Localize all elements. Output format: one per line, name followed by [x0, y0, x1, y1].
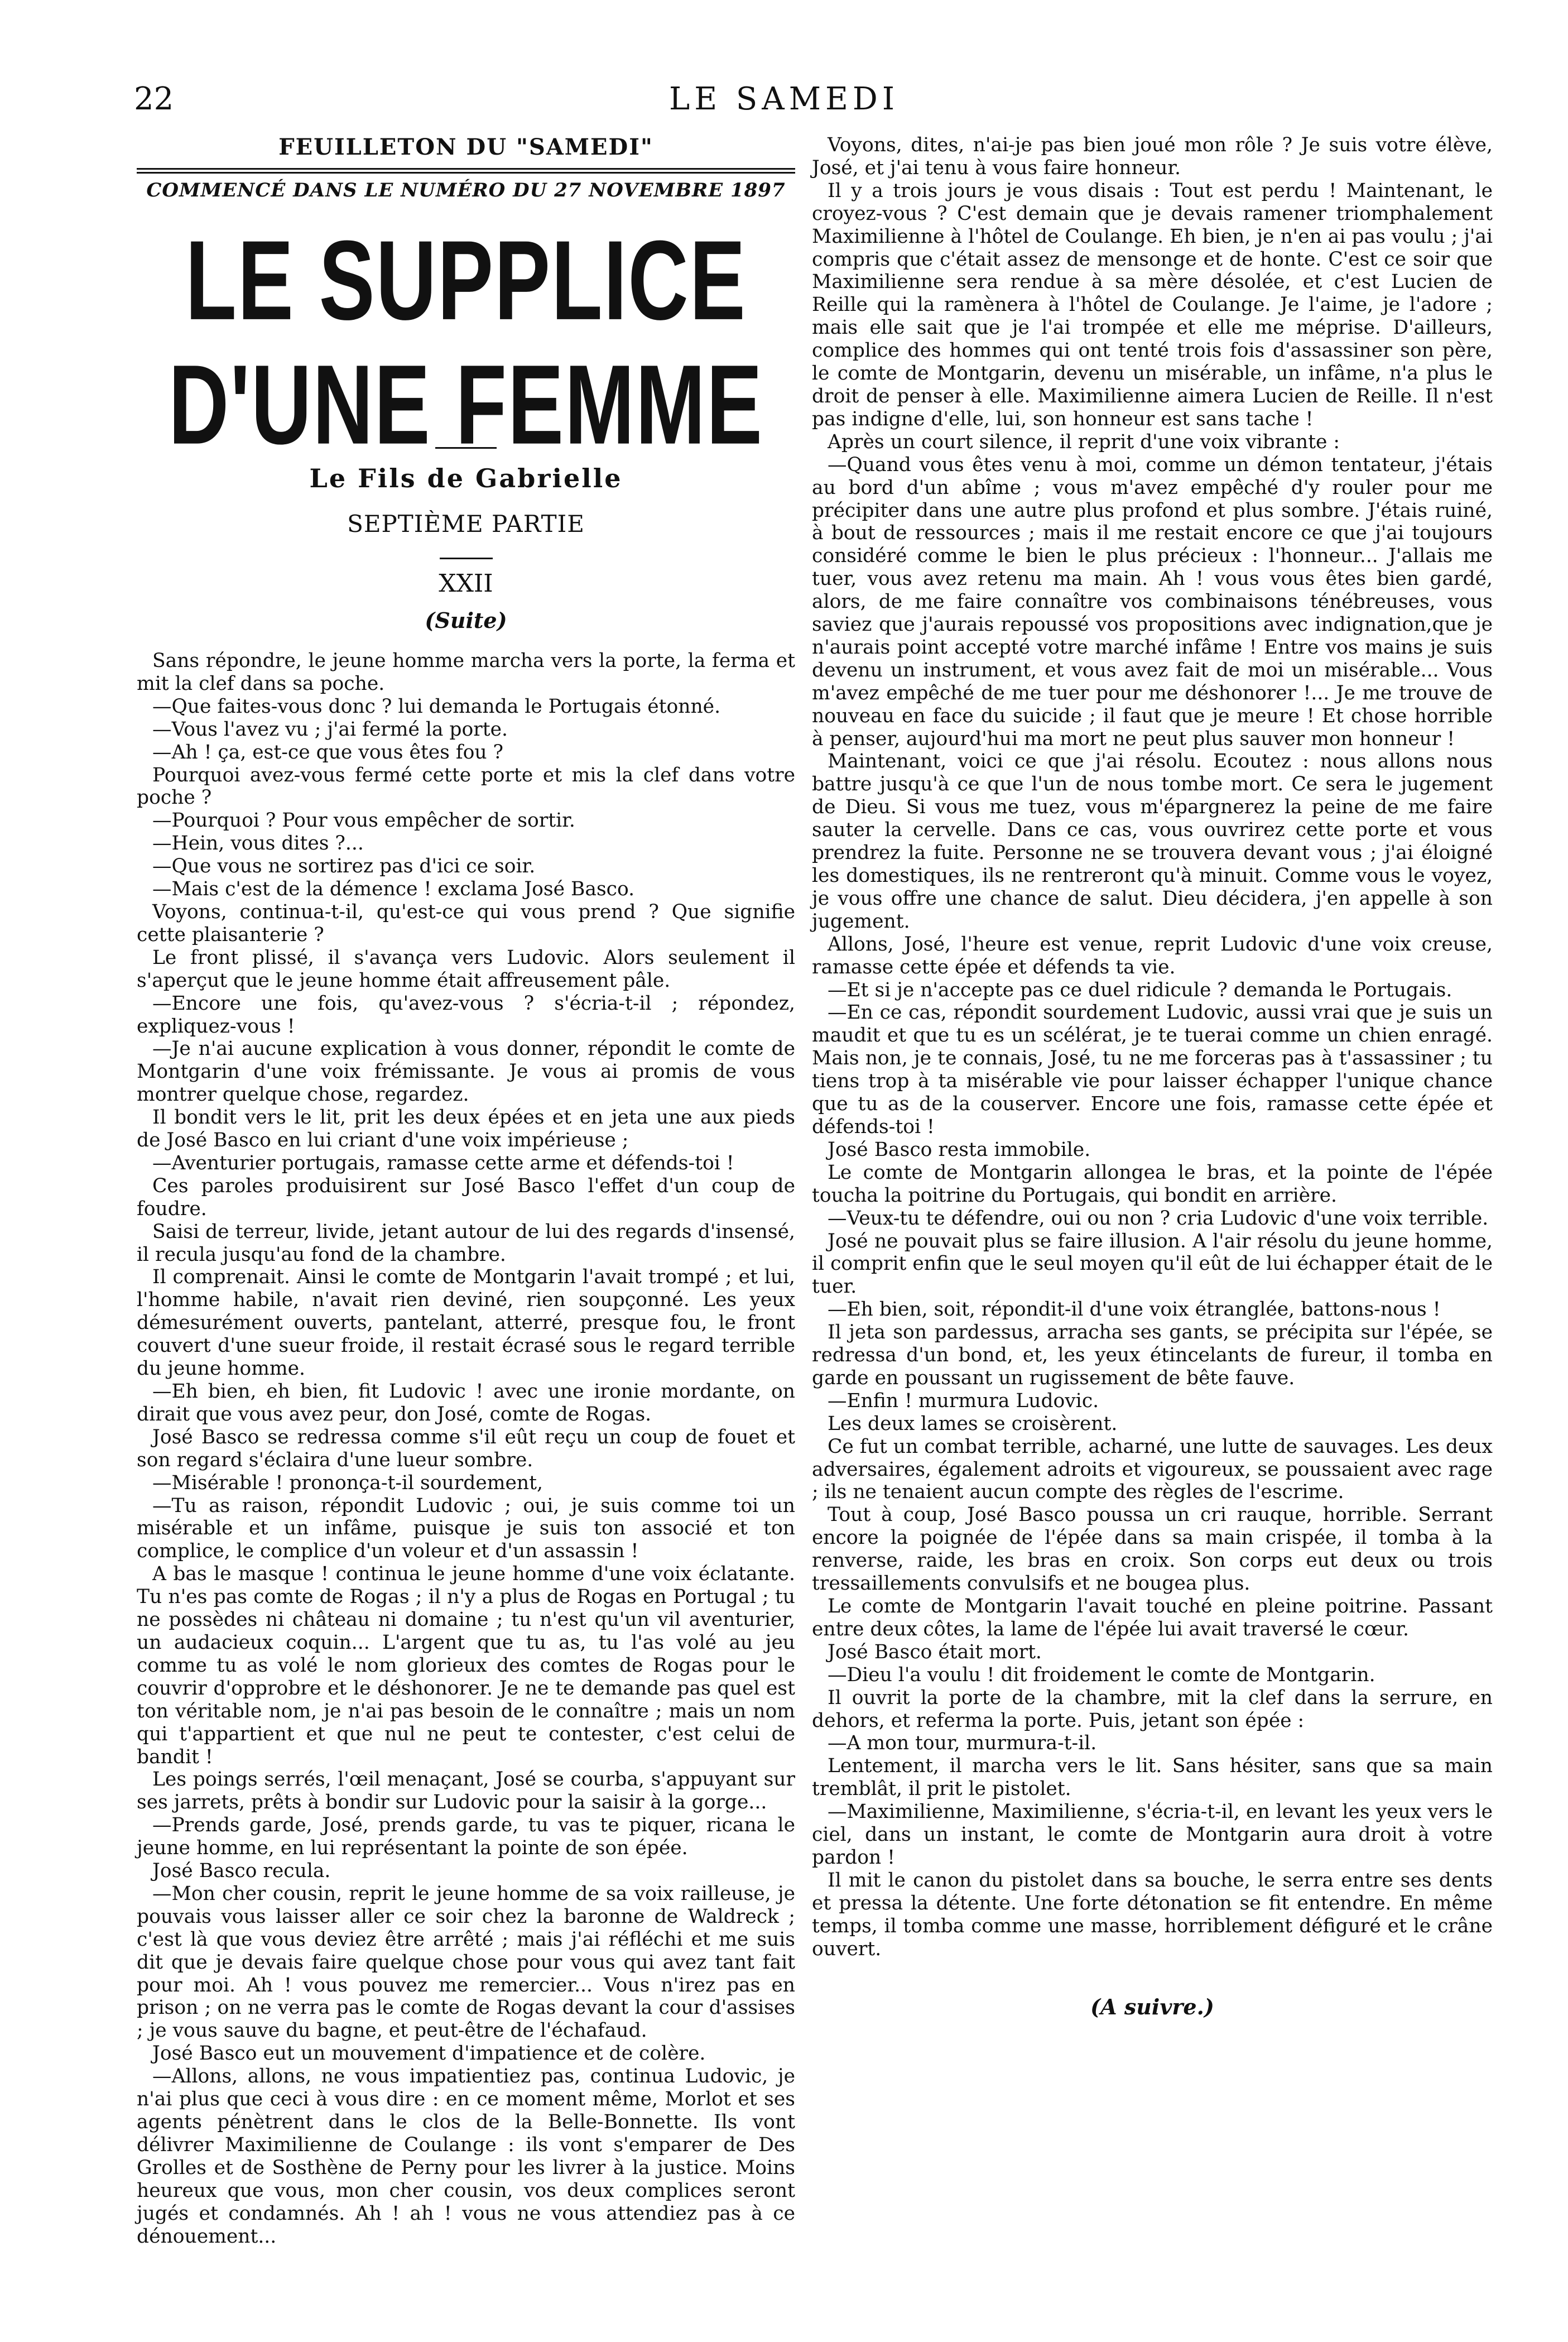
paragraph: Il comprenait. Ainsi le comte de Montgarin l'avait trompé ; et lui, l'homme habile, n'avait rien deviné, rien soupçonné. Les yeux démesurément ouverts, pantelant, atterré, presque fou, le front couvert d'une sueur froide, il restait écrasé sous le regard terrible du jeune homme. — [137, 1266, 795, 1380]
paragraph: Après un court silence, il reprit d'une voix vibrante : — [828, 430, 1340, 453]
paragraph: José Basco eut un mouvement d'impatience et de colère. — [152, 2042, 706, 2065]
paragraph: José ne pouvait plus se faire illusion. A l'air résolu du jeune homme, il comprit enfin que le seul moyen qu'il eût de lui échapper était de le tuer. — [812, 1230, 1493, 1298]
paragraph: Il mit le canon du pistolet dans sa bouche, le serra entre ses dents et pressa la détente. Une forte détonation se fit entendre. En même temps, il tomba comme une masse, horriblement défiguré et le crâne ouvert. — [812, 1869, 1493, 1960]
page-number: 22 — [134, 81, 174, 117]
paragraph: —Eh bien, eh bien, fit Ludovic ! avec une ironie mordante, on dirait que vous avez peur, don José, comte de Rogas. — [137, 1380, 795, 1426]
paragraph: —Prends garde, José, prends garde, tu vas te piquer, ricana le jeune homme, en lui représentant la pointe de son épée. — [137, 1814, 795, 1860]
running-header — [123, 81, 1445, 123]
paragraph: Le front plissé, il s'avança vers Ludovic. Alors seulement il s'aperçut que le jeune homme était affreusement pâle. — [137, 946, 795, 992]
feuilleton-label: FEUILLETON DU "SAMEDI" — [278, 134, 653, 160]
paragraph: Ce fut un combat terrible, acharné, une lutte de sauvages. Les deux adversaires, également adroits et vigoureux, se poussaient avec rage ; ils ne tenaient aucun compte des règles de l'escrime. — [812, 1435, 1493, 1504]
paragraph: Sans répondre, le jeune homme marcha vers la porte, la ferma et mit la clef dans sa poche. — [137, 650, 795, 695]
paragraph: Allons, José, l'heure est venue, reprit Ludovic d'une voix creuse, ramasse cette épée et défends ta vie. — [812, 933, 1493, 978]
suite-note: (Suite) — [425, 608, 507, 633]
paragraph: A bas le masque ! continua le jeune homme d'une voix éclatante. Tu n'es pas comte de Rogas ; il n'y a plus de Rogas en Portugal ; tu ne possèdes ni château ni domaine ; tu n'est qu'un vil aventurier, un audacieux coquin... L'argent que tu as, tu l'as volé au jeu comme tu as volé le nom glorieux des comtes de Rogas pour le couvrir d'opprobre et le déshonorer. Je ne te demande pas quel est ton véritable nom, je n'ai pas besoin de le connaître ; mais un nom qui t'appartient et que nul ne peut te contester, c'est celui de bandit ! — [137, 1563, 795, 1768]
paragraph: —Quand vous êtes venu à moi, comme un démon tentateur, j'étais au bord d'un abîme ; vous m'avez empêché d'y rouler pour me précipiter dans une autre plus profond et plus sombre. J'étais ruiné, à bout de ressources ; mais il me restait encore ce que j'ai toujours considéré comme le bien le plus précieux : l'honneur... J'allais me tuer, vous avez retenu ma main. Ah ! vous vous êtes bien gardé, alors, de me faire connaître vos combinaisons ténébreuses, vous saviez que j'aurais repoussé vos propositions avec indignation,que je n'aurais point accepté votre marché infâme ! Entre vos mains je suis devenu un instrument, et vous avez fait de moi un misérable... Vous m'avez empêché de me tuer pour me déshonorer !... Je me trouve de nouveau en face du suicide ; il faut que je meure ! Et chose horrible à penser, aujourd'hui ma mort ne peut plus sauver mon honneur ! — [812, 453, 1493, 750]
paragraph: Il y a trois jours je vous disais : Tout est perdu ! Maintenant, le croyez-vous ? C'est demain que je devais ramener triomphalement Maximilienne à l'hôtel de Coulange. Eh bien, je n'en ai pas voulu ; j'ai compris que c'était assez de mensonge et de honte. C'est ce soir que Maximilienne sera rendue à sa mère désolée, et c'est Lucien de Reille qui la ramènera à l'hôtel de Coulange. Je l'aime, je l'adore ; mais elle sait que je l'ai trompée et elle me méprise. D'ailleurs, complice des hommes qui ont tenté trois fois d'assassiner son père, le comte de Montgarin, devenu un misérable, un infâme, n'a plus le droit de penser à elle. Maximilienne aimera Lucien de Reille. Il n'est pas indigne d'elle, lui, son honneur est sans tache ! — [812, 179, 1493, 430]
paragraph: —Que faites-vous donc ? lui demanda le Portugais étonné. — [152, 695, 721, 718]
paragraph: —Ah ! ça, est-ce que vous êtes fou ? — [152, 741, 504, 764]
paragraph: —Que vous ne sortirez pas d'ici ce soir. — [152, 855, 536, 878]
paragraph: —Allons, allons, ne vous impatientiez pas, continua Ludovic, je n'ai plus que ceci à vous dire : en ce moment même, Morlot et ses agents pénètrent dans le clos de la Belle-Bonnette. Ils vont délivrer Maximilienne de Coulange : ils vont s'emparer de Des Grolles et de Sosthène de Perny pour les livrer à la justice. Moins heureux que vous, mon cher cousin, vos deux complices seront jugés et condamnés. Ah ! ah ! vous ne vous attendiez pas à ce dénouement... — [137, 2065, 795, 2248]
paragraph: —Tu as raison, répondit Ludovic ; oui, je suis comme toi un misérable et un infâme, puisque je suis ton associé et ton complice, le complice d'un voleur et d'un assassin ! — [137, 1494, 795, 1563]
paragraph: Il bondit vers le lit, prit les deux épées et en jeta une aux pieds de José Basco en lui criant d'une voix impérieuse ; — [137, 1106, 795, 1152]
part-title: SEPTIÈME PARTIE — [347, 510, 585, 537]
paragraph: José Basco recula. — [152, 1860, 331, 1883]
paragraph: Le comte de Montgarin allongea le bras, et la pointe de l'épée toucha la poitrine du Portugais, qui bondit en arrière. — [812, 1161, 1493, 1207]
paragraph: Maintenant, voici ce que j'ai résolu. Ecoutez : nous allons nous battre jusqu'à ce que l'un de nous tombe mort. Ce sera le jugement de Dieu. Si vous me tuez, vous m'épargnerez la peine de me faire sauter la cervelle. Dans ce cas, vous ouvrirez cette porte et vous prendrez la fuite. Personne ne se trouvera devant vous ; j'ai éloigné les domestiques, ils ne rentreront qu'à minuit. Comme vous le voyez, je vous offre une chance de salut. Dieu décidera, j'en appelle à son jugement. — [812, 750, 1493, 933]
right-column — [812, 134, 1493, 2303]
paragraph: —Je n'ai aucune explication à vous donner, répondit le comte de Montgarin d'une voix frémissante. Je vous ai promis de vous montrer quelque chose, regardez. — [137, 1038, 795, 1106]
paragraph: —Mon cher cousin, reprit le jeune homme de sa voix railleuse, je pouvais vous laisser aller ce soir chez la baronne de Waldreck ; c'est là que vous deviez être arrêté ; mais j'ai réfléchi et me suis dit que je devais faire quelque chose pour vous qui avez tant fait pour moi. Ah ! vous pouvez me remercier... Vous n'irez pas en prison ; on ne verra pas le comte de Rogas devant la cour d'assises ; je vous sauve du bagne, et peut-être de l'échafaud. — [137, 1882, 795, 2042]
paragraph: —A mon tour, murmura-t-il. — [828, 1732, 1097, 1755]
paragraph: Les deux lames se croisèrent. — [828, 1412, 1118, 1435]
paragraph: —Eh bien, soit, répondit-il d'une voix étranglée, battons-nous ! — [828, 1298, 1441, 1321]
paragraph: —Maximilienne, Maximilienne, s'écria-t-il, en levant les yeux vers le ciel, dans un instant, le comte de Montgarin aura droit à votre pardon ! — [812, 1801, 1493, 1869]
paragraph: —Pourquoi ? Pour vous empêcher de sortir. — [152, 809, 575, 832]
paragraph: Saisi de terreur, livide, jetant autour de lui des regards d'insensé, il recula jusqu'au fond de la chambre. — [137, 1220, 795, 1266]
commence-note: COMMENCÉ DANS LE NUMÉRO DU 27 NOVEMBRE 1897 — [146, 179, 786, 201]
paragraph: —Dieu l'a voulu ! dit froidement le comte de Montgarin. — [828, 1663, 1375, 1686]
paragraph: —Encore une fois, qu'avez-vous ? s'écria-t-il ; répondez, expliquez-vous ! — [137, 992, 795, 1038]
left-text-body — [137, 650, 795, 2248]
paragraph: —Misérable ! prononça-t-il sourdement, — [152, 1471, 543, 1494]
paragraph: —En ce cas, répondit sourdement Ludovic, aussi vrai que je suis un maudit et que tu es un scélérat, je te tuerai comme un chien enragé. Mais non, je te connais, José, tu ne me forceras pas à t'assassiner ; tu tiens trop à ta misérable vie pour laisser échapper l'unique chance que tu as de la couserver. Encore une fois, ramasse cette épée et défends-toi ! — [812, 1001, 1493, 1138]
story-title: LE SUPPLICE D'UNE FEMME — [169, 217, 763, 468]
part-divider — [440, 558, 493, 559]
paragraph: —Vous l'avez vu ; j'ai fermé la porte. — [152, 718, 508, 741]
paragraph: Ces paroles produisirent sur José Basco l'effet d'un coup de foudre. — [137, 1174, 795, 1220]
left-column — [137, 134, 795, 2303]
paragraph: Voyons, dites, n'ai-je pas bien joué mon rôle ? Je suis votre élève, José, et j'ai tenu à vous faire honneur. — [812, 134, 1493, 179]
paragraph: José Basco se redressa comme s'il eût reçu un coup de fouet et son regard s'éclaira d'une lueur sombre. — [137, 1426, 795, 1471]
paragraph: Il ouvrit la porte de la chambre, mit la clef dans la serrure, en dehors, et referma la porte. Puis, jetant son épée : — [812, 1686, 1493, 1732]
chapter-number: XXII — [439, 569, 493, 598]
story-subtitle: Le Fils de Gabrielle — [309, 463, 623, 493]
paragraph: —Veux-tu te défendre, oui ou non ? cria Ludovic d'une voix terrible. — [828, 1207, 1489, 1230]
paragraph: José Basco était mort. — [828, 1640, 1042, 1663]
paragraph: Il jeta son pardessus, arracha ses gants, se précipita sur l'épée, se redressa d'un bond, et, les yeux étincelants de fureur, il tomba en garde en poussant un rugissement de bête fauve. — [812, 1321, 1493, 1389]
journal-name: LE SAMEDI — [669, 81, 899, 117]
paragraph: —Mais c'est de la démence ! exclama José Basco. — [152, 878, 635, 901]
a-suivre-note: (A suivre.) — [1090, 1994, 1214, 2019]
paragraph: —Aventurier portugais, ramasse cette arme et défends-toi ! — [152, 1151, 734, 1174]
paragraph: Voyons, continua-t-il, qu'est-ce qui vous prend ? Que signifie cette plaisanterie ? — [137, 900, 795, 946]
double-rule — [137, 168, 795, 174]
paragraph: Le comte de Montgarin l'avait touché en pleine poitrine. Passant entre deux côtes, la lame de l'épée lui avait traversé le cœur. — [812, 1595, 1493, 1640]
paragraph: Les poings serrés, l'œil menaçant, José se courba, s'appuyant sur ses jarrets, prêts à bondir sur Ludovic pour la saisir à la gorge... — [137, 1768, 795, 1814]
paragraph: —Enfin ! murmura Ludovic. — [828, 1389, 1099, 1412]
paragraph: —Hein, vous dites ?... — [152, 832, 364, 855]
paragraph: José Basco resta immobile. — [828, 1138, 1091, 1161]
paragraph: Tout à coup, José Basco poussa un cri rauque, horrible. Serrant encore la poignée de l'épée dans sa main crispée, il tomba à la renverse, raide, les bras en croix. Son corps eut deux ou trois tressaillements convulsifs et ne bougea plus. — [812, 1504, 1493, 1595]
paragraph: Lentement, il marcha vers le lit. Sans hésiter, sans que sa main tremblât, il prit le pistolet. — [812, 1755, 1493, 1801]
paragraph: Pourquoi avez-vous fermé cette porte et mis la clef dans votre poche ? — [137, 764, 795, 809]
right-text-body — [812, 134, 1493, 1961]
paragraph: —Et si je n'accepte pas ce duel ridicule ? demanda le Portugais. — [828, 978, 1452, 1001]
